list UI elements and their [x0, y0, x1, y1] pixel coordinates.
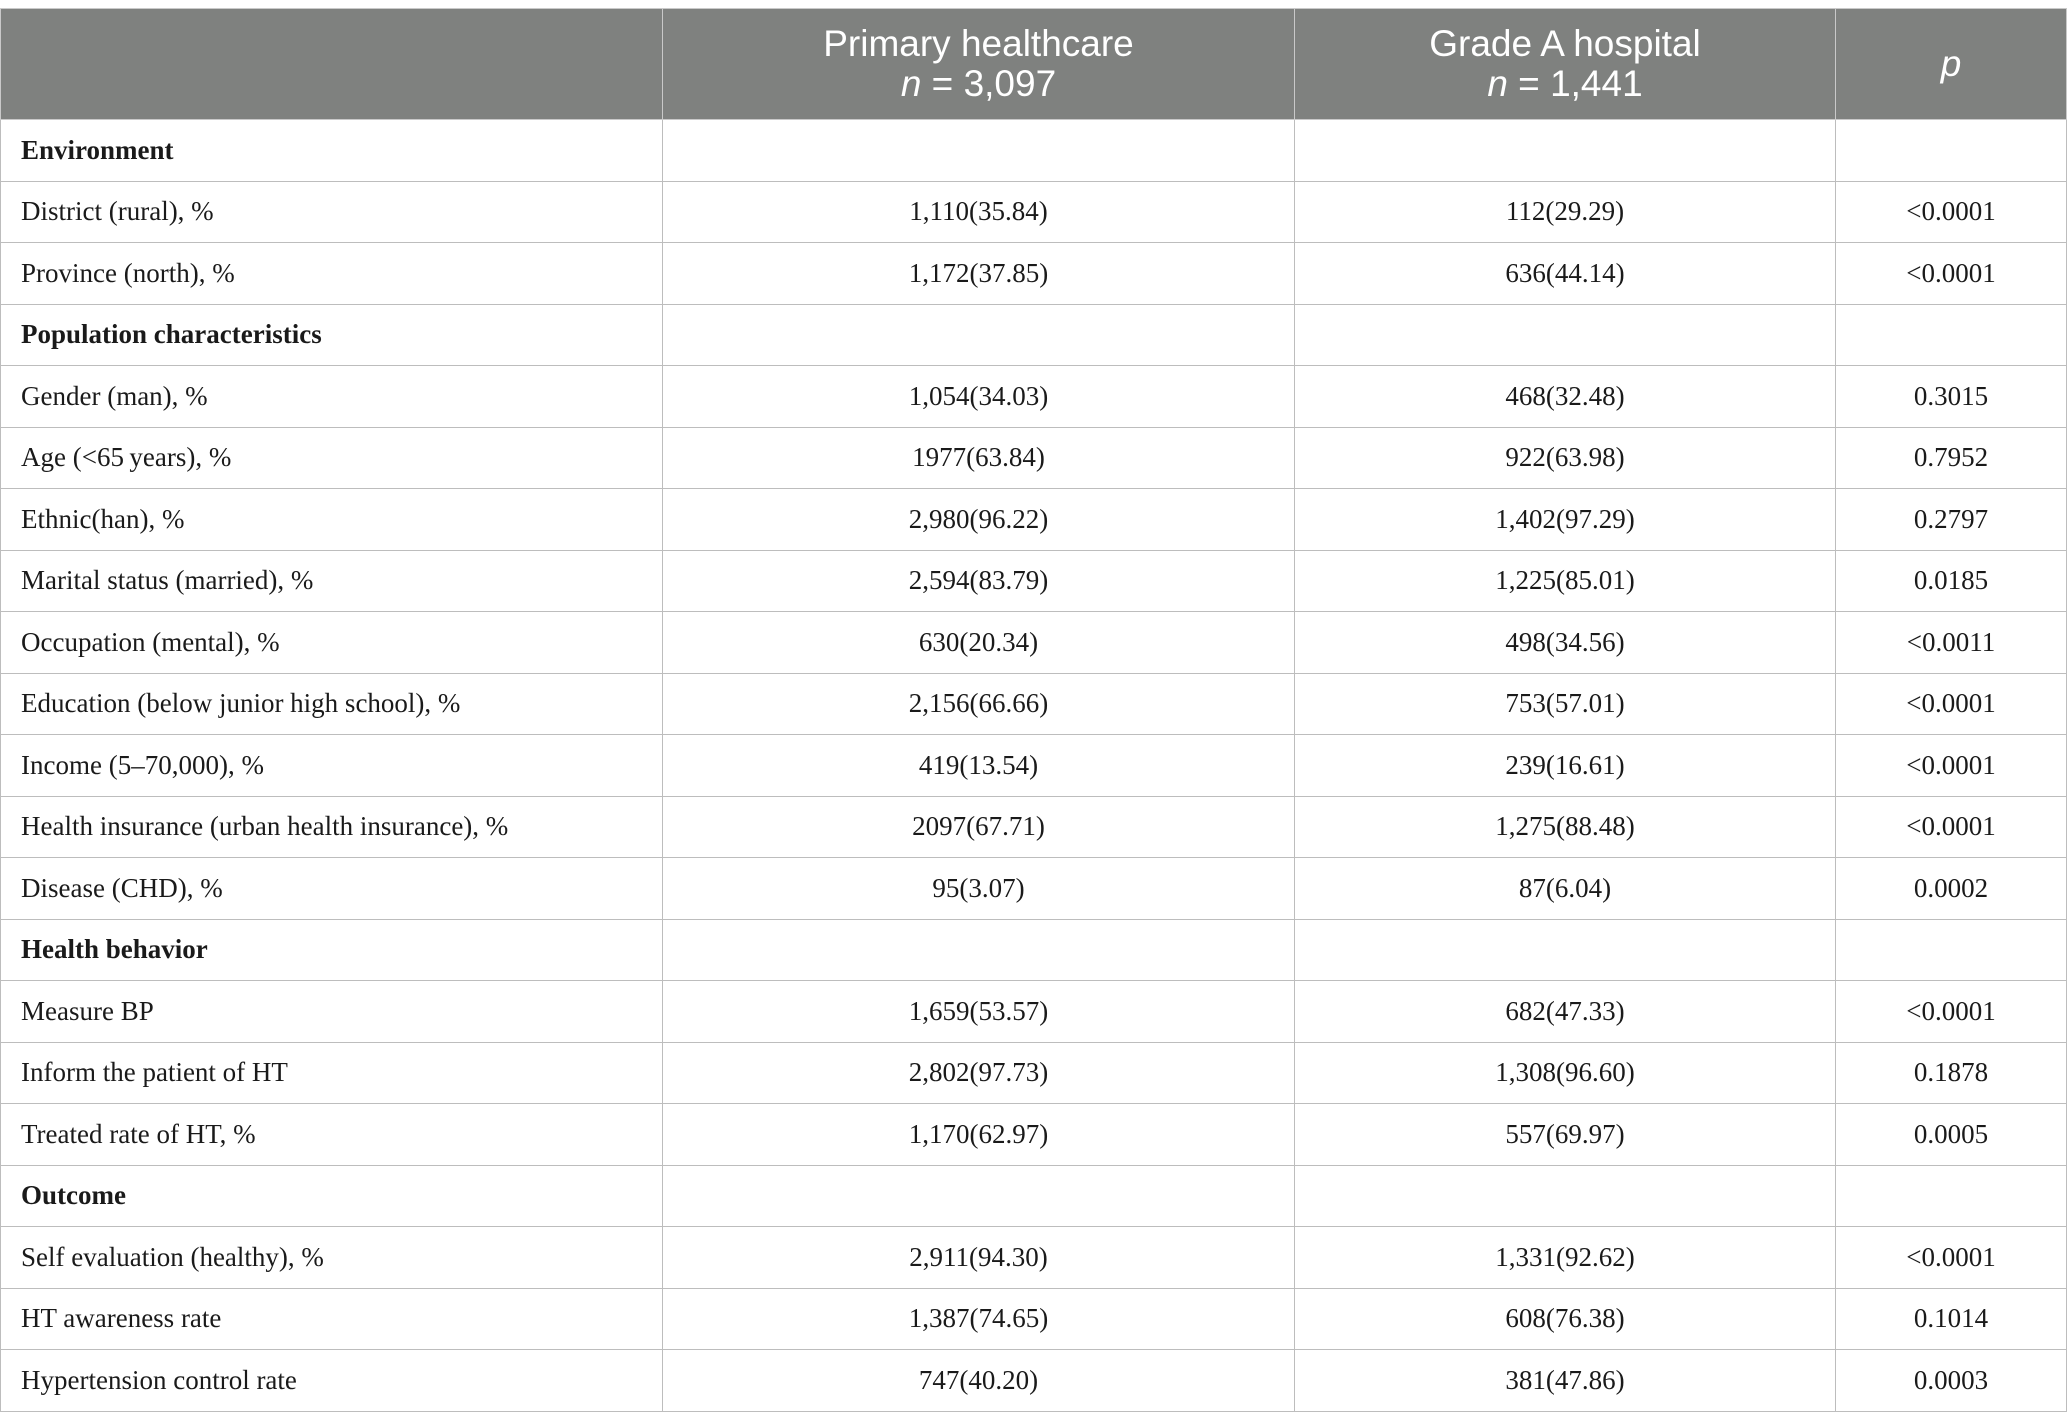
p-value-cell: 0.0002 [1836, 858, 2067, 920]
row-label-cell: Self evaluation (healthy), % [1, 1227, 663, 1289]
header-cell-p-value [1836, 9, 2067, 120]
header-primary-title: Primary healthcare [823, 23, 1134, 64]
grade-a-hospital-cell: 239(16.61) [1295, 735, 1836, 797]
p-value-cell: 0.2797 [1836, 489, 2067, 551]
table-row [1, 427, 2067, 489]
p-value-cell [1836, 304, 2067, 366]
row-label-cell: Disease (CHD), % [1, 858, 663, 920]
grade-a-hospital-cell [1295, 1165, 1836, 1227]
grade-a-hospital-cell: 1,331(92.62) [1295, 1227, 1836, 1289]
header-grade-a-n-value: = 1,441 [1507, 63, 1643, 104]
grade-a-hospital-cell: 922(63.98) [1295, 427, 1836, 489]
primary-healthcare-cell: 2,911(94.30) [663, 1227, 1295, 1289]
table-row [1, 366, 2067, 428]
grade-a-hospital-cell [1295, 919, 1836, 981]
p-value-cell [1836, 120, 2067, 182]
header-p-symbol: p [1940, 43, 1962, 84]
p-value-cell: <0.0001 [1836, 673, 2067, 735]
table-row [1, 1288, 2067, 1350]
p-value-cell: <0.0011 [1836, 612, 2067, 674]
grade-a-hospital-cell: 557(69.97) [1295, 1104, 1836, 1166]
p-value-cell: 0.0005 [1836, 1104, 2067, 1166]
p-value-cell: <0.0001 [1836, 1227, 2067, 1289]
p-value-cell: <0.0001 [1836, 243, 2067, 305]
header-grade-a-title: Grade A hospital [1429, 23, 1701, 64]
grade-a-hospital-cell: 112(29.29) [1295, 181, 1836, 243]
table-row [1, 1350, 2067, 1412]
header-primary-n-value: = 3,097 [921, 63, 1057, 104]
p-value-cell [1836, 1165, 2067, 1227]
grade-a-hospital-cell [1295, 120, 1836, 182]
header-grade-a-count [1303, 64, 1827, 104]
row-label-cell: Income (5–70,000), % [1, 735, 663, 797]
primary-healthcare-cell: 747(40.20) [663, 1350, 1295, 1412]
section-row [1, 120, 2067, 182]
table-row [1, 181, 2067, 243]
table-row [1, 981, 2067, 1043]
p-value-cell: <0.0001 [1836, 981, 2067, 1043]
primary-healthcare-cell: 2,156(66.66) [663, 673, 1295, 735]
table-row [1, 796, 2067, 858]
grade-a-hospital-cell: 381(47.86) [1295, 1350, 1836, 1412]
primary-healthcare-cell: 1977(63.84) [663, 427, 1295, 489]
p-value-cell: <0.0001 [1836, 181, 2067, 243]
row-label-cell: Population characteristics [1, 304, 663, 366]
section-row [1, 1165, 2067, 1227]
table-header [1, 9, 2067, 120]
row-label-cell: Inform the patient of HT [1, 1042, 663, 1104]
p-value-cell: 0.1014 [1836, 1288, 2067, 1350]
primary-healthcare-cell: 2097(67.71) [663, 796, 1295, 858]
primary-healthcare-cell: 95(3.07) [663, 858, 1295, 920]
primary-healthcare-cell: 2,980(96.22) [663, 489, 1295, 551]
table-row [1, 243, 2067, 305]
grade-a-hospital-cell: 87(6.04) [1295, 858, 1836, 920]
primary-healthcare-cell [663, 304, 1295, 366]
grade-a-hospital-cell: 1,402(97.29) [1295, 489, 1836, 551]
grade-a-hospital-cell: 753(57.01) [1295, 673, 1836, 735]
table-row [1, 1227, 2067, 1289]
header-primary-n-symbol: n [900, 63, 922, 104]
p-value-cell: 0.7952 [1836, 427, 2067, 489]
grade-a-hospital-cell [1295, 304, 1836, 366]
row-label-cell: Province (north), % [1, 243, 663, 305]
row-label-cell: Treated rate of HT, % [1, 1104, 663, 1166]
primary-healthcare-cell: 1,659(53.57) [663, 981, 1295, 1043]
comparison-table [0, 8, 2067, 1412]
primary-healthcare-cell: 1,054(34.03) [663, 366, 1295, 428]
row-label-cell: HT awareness rate [1, 1288, 663, 1350]
section-row [1, 919, 2067, 981]
row-label-cell: Gender (man), % [1, 366, 663, 428]
grade-a-hospital-cell: 608(76.38) [1295, 1288, 1836, 1350]
primary-healthcare-cell: 1,170(62.97) [663, 1104, 1295, 1166]
p-value-cell: <0.0001 [1836, 796, 2067, 858]
p-value-cell: 0.3015 [1836, 366, 2067, 428]
p-value-cell: 0.0003 [1836, 1350, 2067, 1412]
primary-healthcare-cell [663, 919, 1295, 981]
p-value-cell: 0.0185 [1836, 550, 2067, 612]
grade-a-hospital-cell: 498(34.56) [1295, 612, 1836, 674]
p-value-cell: <0.0001 [1836, 735, 2067, 797]
primary-healthcare-cell: 2,802(97.73) [663, 1042, 1295, 1104]
primary-healthcare-cell: 2,594(83.79) [663, 550, 1295, 612]
header-cell-variable [1, 9, 663, 120]
grade-a-hospital-cell: 1,308(96.60) [1295, 1042, 1836, 1104]
primary-healthcare-cell [663, 1165, 1295, 1227]
primary-healthcare-cell: 1,172(37.85) [663, 243, 1295, 305]
p-value-cell: 0.1878 [1836, 1042, 2067, 1104]
header-cell-grade-a-hospital [1295, 9, 1836, 120]
row-label-cell: Outcome [1, 1165, 663, 1227]
primary-healthcare-cell: 630(20.34) [663, 612, 1295, 674]
header-cell-primary-healthcare [663, 9, 1295, 120]
table-body [1, 120, 2067, 1412]
grade-a-hospital-cell: 1,225(85.01) [1295, 550, 1836, 612]
row-label-cell: Marital status (married), % [1, 550, 663, 612]
row-label-cell: Hypertension control rate [1, 1350, 663, 1412]
row-label-cell: Health insurance (urban health insurance), % [1, 796, 663, 858]
primary-healthcare-cell: 1,387(74.65) [663, 1288, 1295, 1350]
row-label-cell: Education (below junior high school), % [1, 673, 663, 735]
row-label-cell: Environment [1, 120, 663, 182]
row-label-cell: District (rural), % [1, 181, 663, 243]
row-label-cell: Age (<65 years), % [1, 427, 663, 489]
grade-a-hospital-cell: 636(44.14) [1295, 243, 1836, 305]
p-value-cell [1836, 919, 2067, 981]
row-label-cell: Occupation (mental), % [1, 612, 663, 674]
grade-a-hospital-cell: 468(32.48) [1295, 366, 1836, 428]
row-label-cell: Health behavior [1, 919, 663, 981]
table-row [1, 1104, 2067, 1166]
table-row [1, 1042, 2067, 1104]
header-row [1, 9, 2067, 120]
grade-a-hospital-cell: 1,275(88.48) [1295, 796, 1836, 858]
header-grade-a-n-symbol: n [1487, 63, 1508, 104]
table-row [1, 489, 2067, 551]
primary-healthcare-cell: 419(13.54) [663, 735, 1295, 797]
table-row [1, 550, 2067, 612]
row-label-cell: Ethnic(han), % [1, 489, 663, 551]
grade-a-hospital-cell: 682(47.33) [1295, 981, 1836, 1043]
header-primary-count [671, 64, 1286, 104]
table-row [1, 612, 2067, 674]
primary-healthcare-cell [663, 120, 1295, 182]
section-row [1, 304, 2067, 366]
primary-healthcare-cell: 1,110(35.84) [663, 181, 1295, 243]
row-label-cell: Measure BP [1, 981, 663, 1043]
table-row [1, 735, 2067, 797]
table-row [1, 673, 2067, 735]
table-row [1, 858, 2067, 920]
